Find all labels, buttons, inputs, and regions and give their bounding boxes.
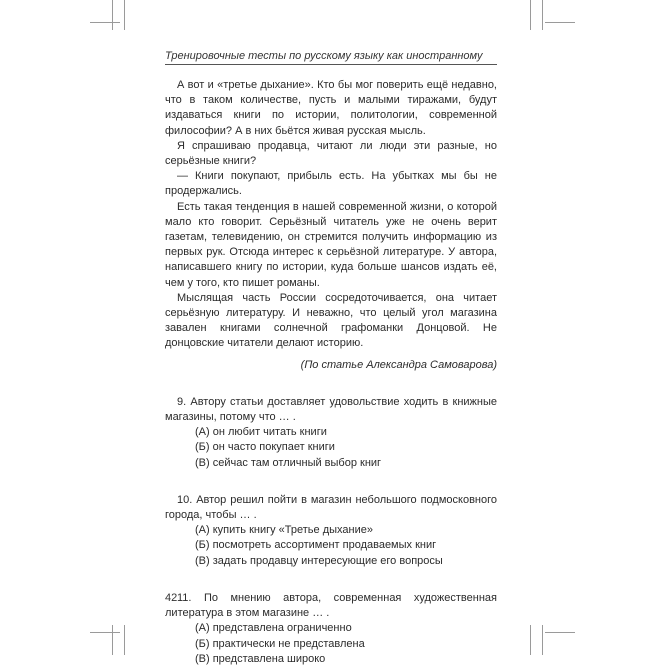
question-text: 9. Автору статьи доставляет удовольствие ходить в книжные магазины, потому что … . — [165, 395, 497, 424]
question-11 — [165, 591, 497, 667]
crop-mark — [124, 0, 125, 30]
page-number: 42 — [165, 592, 178, 604]
question-10 — [165, 493, 497, 569]
source-citation: (По статье Александра Самоварова) — [300, 358, 497, 371]
crop-mark — [530, 0, 531, 30]
question-text: 11. По мнению автора, современная художественная литература в этом магазине … . — [165, 591, 497, 620]
page-content — [165, 78, 497, 667]
question-9 — [165, 395, 497, 471]
answer-option: (В) сейчас там отличный выбор книг — [195, 456, 382, 469]
answer-option: (А) представлена ограниченно — [195, 622, 352, 635]
crop-mark — [542, 625, 543, 655]
answer-option: (В) задать продавцу интересующие его вопросы — [195, 554, 443, 567]
crop-mark — [542, 0, 543, 30]
answer-option: (А) купить книгу «Третье дыхание» — [195, 524, 373, 537]
paragraph: Я спрашиваю продавца, читают ли люди эти разные, но серьёзные книги? — [165, 139, 497, 168]
crop-mark — [545, 632, 575, 633]
crop-mark — [545, 22, 575, 23]
answer-option: (В) представлена широко — [195, 652, 326, 665]
paragraph: А вот и «третье дыхание». Кто бы мог поверить ещё недавно, что в таком количестве, пусть и малыми тиражами, будут издаваться книги по истории, политологии, современной философии? А в них бьётся живая русская мысль. — [165, 79, 497, 137]
paragraph: Мыслящая часть России сосредоточивается, она читает серьёзную литературу. И неважно, что целый угол магазина завален книгами солнечной графоманки Донцовой. Не донцовские читатели делают историю. — [165, 291, 497, 350]
answer-option: (Б) практически не представлена — [195, 637, 365, 650]
paragraph: — Книги покупают, прибыль есть. На убытках мы бы не продержались. — [165, 170, 497, 198]
running-header: Тренировочные тесты по русскому языку как иностранному — [165, 50, 497, 65]
answer-option: (А) он любит читать книги — [195, 426, 327, 439]
crop-mark — [90, 22, 120, 23]
crop-mark — [112, 625, 113, 655]
crop-mark — [112, 0, 113, 30]
crop-mark — [530, 625, 531, 655]
question-text: 10. Автор решил пойти в магазин небольшого подмосковного города, чтобы … . — [165, 493, 497, 522]
paragraph: Есть такая тенденция в нашей современной жизни, о которой мало кто говорит. Серьёзный читатель уже не очень верит газетам, телевидению, он стремится получить информацию из первых рук. Отсюда интерес к серьёзной литературе. У автора, написавшего книгу по истории, куда больше шансов издать её, чем у того, кто пишет романы. — [165, 200, 497, 289]
answer-option: (Б) посмотреть ассортимент продаваемых книг — [195, 539, 437, 552]
crop-mark — [124, 625, 125, 655]
answer-option: (Б) он часто покупает книги — [195, 441, 335, 454]
crop-mark — [90, 632, 120, 633]
